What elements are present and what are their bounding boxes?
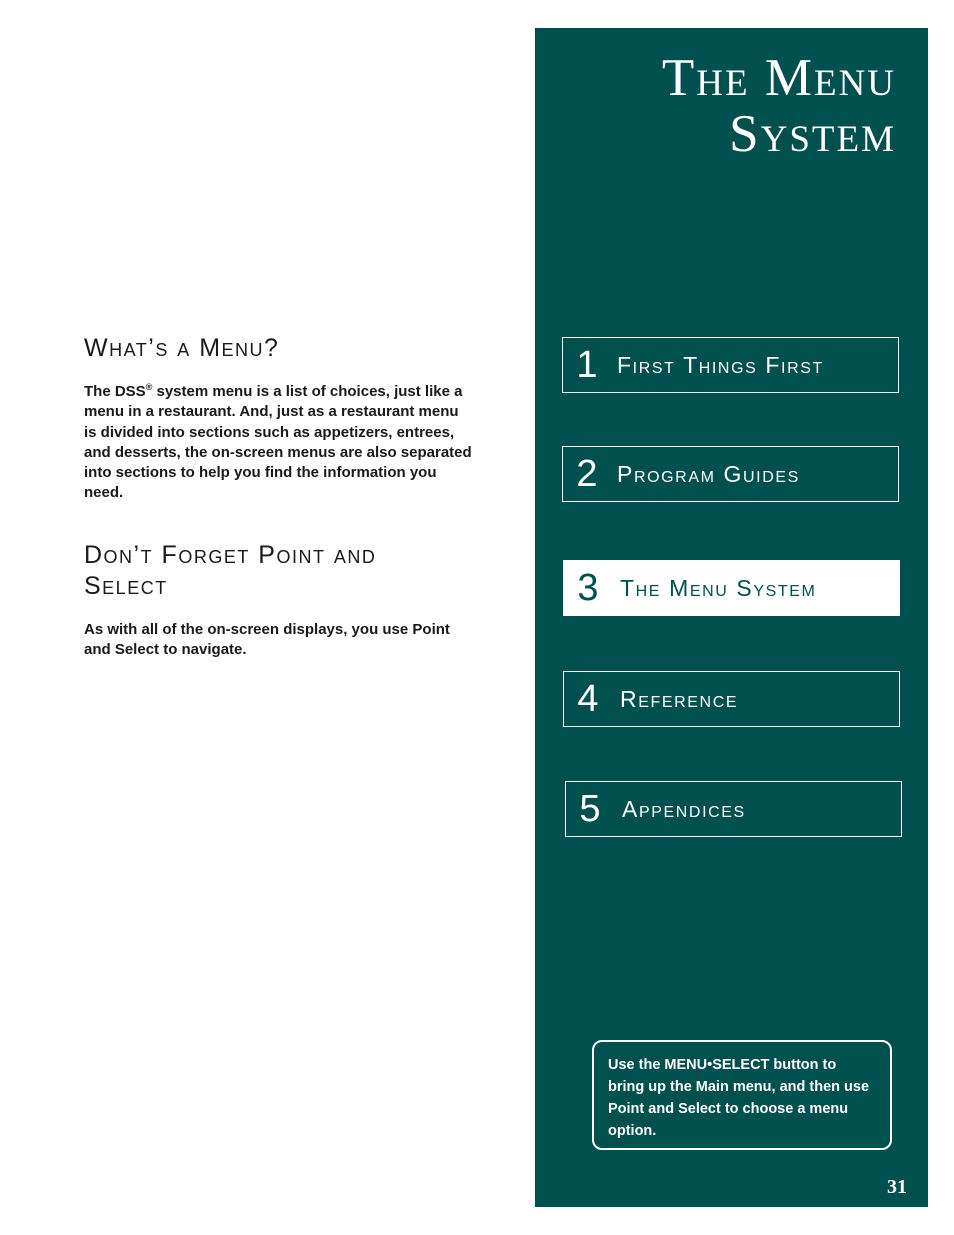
chapter-tab-the-menu-system[interactable] <box>563 560 900 616</box>
chapter-title-line2: System <box>729 105 896 163</box>
chapter-title <box>556 50 896 162</box>
section-paragraph-whats-a-menu <box>84 382 474 504</box>
paragraph-start: The DSS <box>84 383 146 400</box>
chapter-number: 4 <box>577 678 599 720</box>
chapter-tab-label: First Things First <box>617 351 824 378</box>
tip-box <box>592 1040 892 1150</box>
chapter-title-line1: The Menu <box>661 49 896 107</box>
chapter-number: 3 <box>577 567 599 609</box>
chapter-tab-appendices[interactable] <box>565 781 902 837</box>
section-paragraph-point-and-select: As with all of the on-screen displays, you use Point and Select to navigate. <box>84 621 450 659</box>
tip-text-after: button to bring up the Main menu, and then use Point and Select to choose a menu option. <box>608 1057 870 1139</box>
chapter-number: 2 <box>576 453 598 495</box>
tip-text-before: Use the <box>608 1057 665 1073</box>
page-number: 31 <box>887 1176 907 1198</box>
section-heading-point-and-select: Don’t Forget Point and Select <box>84 541 377 600</box>
chapter-sidebar-panel <box>535 28 928 1207</box>
tip-button-name: MENU•SELECT <box>664 1057 770 1073</box>
registered-trademark-mark: ® <box>145 382 153 392</box>
section-heading-whats-a-menu: What’s a Menu? <box>84 334 280 362</box>
chapter-tab-label: Program Guides <box>617 460 800 487</box>
chapter-tab-program-guides[interactable] <box>562 446 899 502</box>
chapter-tab-first-things-first[interactable] <box>562 337 899 393</box>
paragraph-rest: system menu is a list of choices, just like a menu in a restaurant. And, just as a restaurant menu is divided into sections such as appetizers, entrees, and desserts, the on-screen menus are also separated into sections to help you find the information you need. <box>84 383 472 502</box>
chapter-number: 5 <box>579 788 601 830</box>
chapter-tab-reference[interactable] <box>563 671 900 727</box>
chapter-tab-label: Reference <box>620 685 739 712</box>
chapter-tab-label: Appendices <box>622 795 746 822</box>
chapter-number: 1 <box>576 344 598 386</box>
chapter-tab-label: The Menu System <box>620 574 817 601</box>
